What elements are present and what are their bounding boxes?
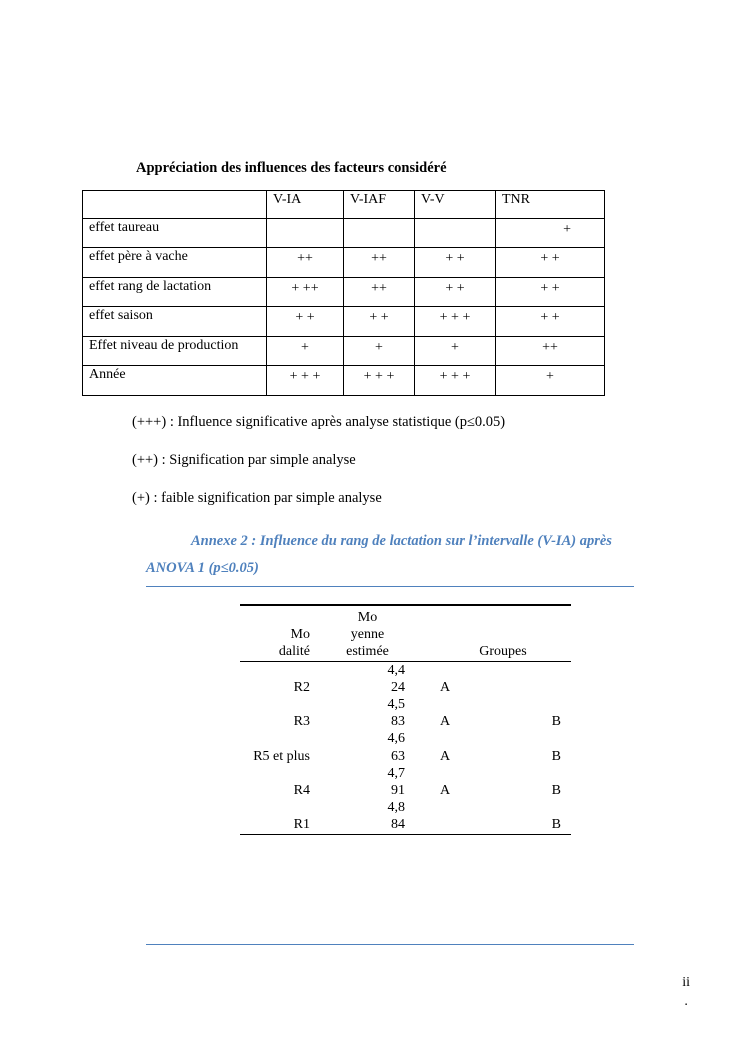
legend-item: (++) : Signification par simple analyse	[132, 452, 356, 468]
header-cell: V-V	[415, 191, 496, 219]
legend-item: (+) : faible signification par simple analyse	[132, 490, 382, 506]
row-label: effet taureau	[83, 218, 267, 248]
table-cell: + +	[496, 307, 605, 337]
table-cell	[405, 799, 485, 834]
header-cell: Groupes	[405, 605, 571, 661]
table-cell: + + +	[344, 366, 415, 396]
table-cell: B	[551, 817, 561, 833]
table-cell: + + +	[267, 366, 344, 396]
table-cell: + +	[415, 248, 496, 278]
table-cell: ++	[344, 277, 415, 307]
table-cell: + +	[496, 277, 605, 307]
table-row	[83, 336, 605, 366]
table-cell: R2	[293, 679, 310, 695]
row-label: effet saison	[83, 307, 267, 337]
table-row	[83, 277, 605, 307]
anova-table	[240, 604, 571, 835]
table-row	[240, 799, 571, 834]
annexe-title-line: ANOVA 1 (p≤0.05)	[146, 560, 259, 576]
table-row	[83, 366, 605, 396]
table-cell: ++	[344, 248, 415, 278]
table-header-row	[240, 605, 571, 661]
table-cell: ++	[496, 336, 605, 366]
table-cell: 4,6 63	[387, 731, 405, 764]
table-cell: + +	[344, 307, 415, 337]
table-row	[83, 307, 605, 337]
table-cell: A	[439, 714, 451, 730]
annexe-title-line: Annexe 2 : Influence du rang de lactation sur l’intervalle (V-IA) après	[191, 533, 612, 549]
table-cell: 4,8 84	[387, 800, 405, 833]
table-cell: A	[439, 783, 451, 799]
header-cell: Mo dalité	[240, 605, 310, 661]
table-cell: +	[344, 336, 415, 366]
table-cell: R4	[293, 783, 310, 799]
factors-table	[82, 190, 605, 396]
row-label: effet rang de lactation	[83, 277, 267, 307]
table-cell: +	[415, 336, 496, 366]
row-label: Année	[83, 366, 267, 396]
table-header-row	[83, 191, 605, 219]
table-cell	[415, 218, 496, 248]
table-row	[240, 765, 571, 799]
header-cell: V-IA	[267, 191, 344, 219]
table-row	[240, 730, 571, 764]
table-cell: + ++	[267, 277, 344, 307]
table-cell	[485, 661, 571, 696]
header-cell	[83, 191, 267, 219]
table-cell: +	[267, 336, 344, 366]
header-cell: V-IAF	[344, 191, 415, 219]
header-cell: Mo yenne estimée	[310, 605, 405, 661]
table-cell: +	[496, 218, 605, 248]
table-row	[240, 696, 571, 730]
table-title: Appréciation des influences des facteurs considéré	[136, 160, 447, 176]
table-cell	[267, 218, 344, 248]
table-cell: A	[439, 748, 451, 764]
divider	[146, 586, 634, 587]
table-cell: + + +	[415, 366, 496, 396]
legend-item: (+++) : Influence significative après analyse statistique (p≤0.05)	[132, 414, 506, 430]
page-number: ii .	[682, 975, 690, 1009]
table-cell	[344, 218, 415, 248]
table-row	[83, 218, 605, 248]
table-cell: A	[439, 679, 451, 695]
table-cell: 4,4 24	[387, 662, 405, 695]
annexe-title	[146, 528, 636, 582]
row-label: Effet niveau de production	[83, 336, 267, 366]
table-cell: + +	[267, 307, 344, 337]
table-cell: R3	[293, 714, 310, 730]
table-cell: B	[551, 748, 561, 764]
table-cell: +	[496, 366, 605, 396]
table-cell: B	[551, 783, 561, 799]
table-cell: + +	[496, 248, 605, 278]
divider	[146, 944, 634, 945]
table-cell: ++	[267, 248, 344, 278]
table-cell: R1	[293, 817, 310, 833]
table-cell: B	[551, 714, 561, 730]
header-cell: TNR	[496, 191, 605, 219]
table-row	[83, 248, 605, 278]
table-row	[240, 661, 571, 696]
row-label: effet père à vache	[83, 248, 267, 278]
table-cell: + + +	[415, 307, 496, 337]
table-cell: + +	[415, 277, 496, 307]
table-cell: R5 et plus	[253, 748, 310, 764]
table-cell: 4,7 91	[387, 765, 405, 799]
table-cell: 4,5 83	[387, 697, 405, 730]
